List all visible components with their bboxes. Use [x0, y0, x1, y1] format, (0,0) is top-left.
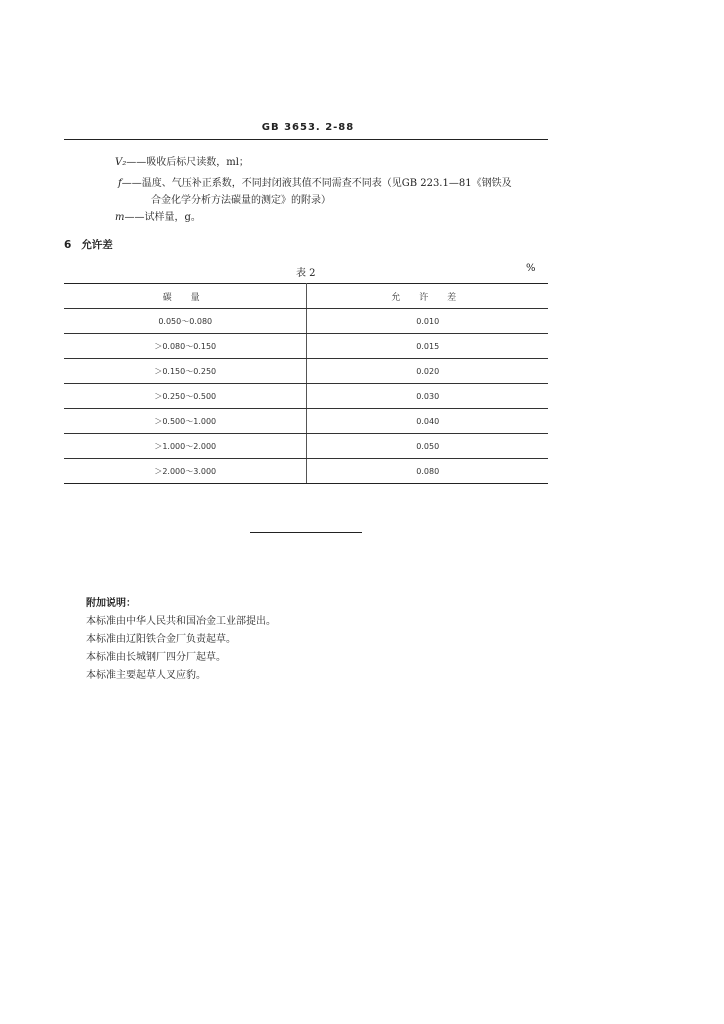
- table-row: [64, 359, 548, 384]
- page-header-standard-id: GB 3653. 2-88: [261, 122, 355, 133]
- table-caption: 表 2: [296, 268, 316, 279]
- tolerance-cell: 0.015: [307, 334, 548, 359]
- tolerance-cell: 0.080: [307, 459, 548, 484]
- carbon-range-cell: ＞2.000～3.000: [64, 459, 307, 484]
- variable-definition-f-continued: [151, 194, 331, 208]
- variable-dash: ——: [126, 157, 147, 168]
- carbon-range-cell: 0.050～0.080: [64, 309, 307, 334]
- table-row: [64, 384, 548, 409]
- variable-definition-f: [118, 177, 512, 191]
- tolerance-cell: 0.020: [307, 359, 548, 384]
- table-row: [64, 309, 548, 334]
- column-header-tolerance: 允 许 差: [307, 284, 548, 309]
- column-header-carbon-content: 碳 量: [64, 284, 307, 309]
- table-row: [64, 434, 548, 459]
- variable-text: 吸收后标尺读数，ml；: [146, 157, 249, 168]
- section-heading: [64, 237, 113, 252]
- end-of-standard-rule: [250, 532, 362, 533]
- section-title: 允许差: [81, 239, 113, 251]
- carbon-range-cell: ＞0.250～0.500: [64, 384, 307, 409]
- variable-symbol: V₂: [115, 157, 127, 168]
- table-unit: %: [526, 263, 536, 274]
- table-row: [64, 459, 548, 484]
- carbon-range-cell: ＞0.150～0.250: [64, 359, 307, 384]
- tolerance-cell: 0.050: [307, 434, 548, 459]
- section-number: 6: [64, 239, 72, 251]
- variable-dash: ——: [121, 178, 142, 189]
- variable-text: 试样量，g。: [144, 212, 201, 223]
- tolerance-cell: 0.030: [307, 384, 548, 409]
- note-line: 本标准主要起草人叉应豹。: [86, 670, 206, 681]
- carbon-range-cell: ＞1.000～2.000: [64, 434, 307, 459]
- note-line: 本标准由辽阳铁合金厂负责起草。: [86, 634, 236, 645]
- note-line: 本标准由中华人民共和国冶金工业部提出。: [86, 616, 276, 627]
- tolerance-table: [64, 283, 548, 484]
- table-header-row: [64, 284, 548, 309]
- variable-symbol: m: [115, 212, 125, 223]
- table-row: [64, 409, 548, 434]
- carbon-range-cell: ＞0.080～0.150: [64, 334, 307, 359]
- variable-definition-v2: [115, 156, 249, 170]
- table-row: [64, 334, 548, 359]
- header-divider: [64, 139, 548, 140]
- notes-title: 附加说明：: [86, 598, 136, 609]
- tolerance-cell: 0.010: [307, 309, 548, 334]
- tolerance-cell: 0.040: [307, 409, 548, 434]
- variable-text: 温度、气压补正系数，不同封闭液其值不同需查不同表（见GB 223.1—81《钢铁及: [141, 178, 512, 189]
- variable-dash: ——: [124, 212, 145, 223]
- variable-symbol: f: [118, 178, 122, 189]
- variable-text: 合金化学分析方法碳量的测定》的附录）: [151, 195, 331, 206]
- variable-definition-m: [115, 211, 201, 225]
- note-line: 本标准由长城钢厂四分厂起草。: [86, 652, 226, 663]
- carbon-range-cell: ＞0.500～1.000: [64, 409, 307, 434]
